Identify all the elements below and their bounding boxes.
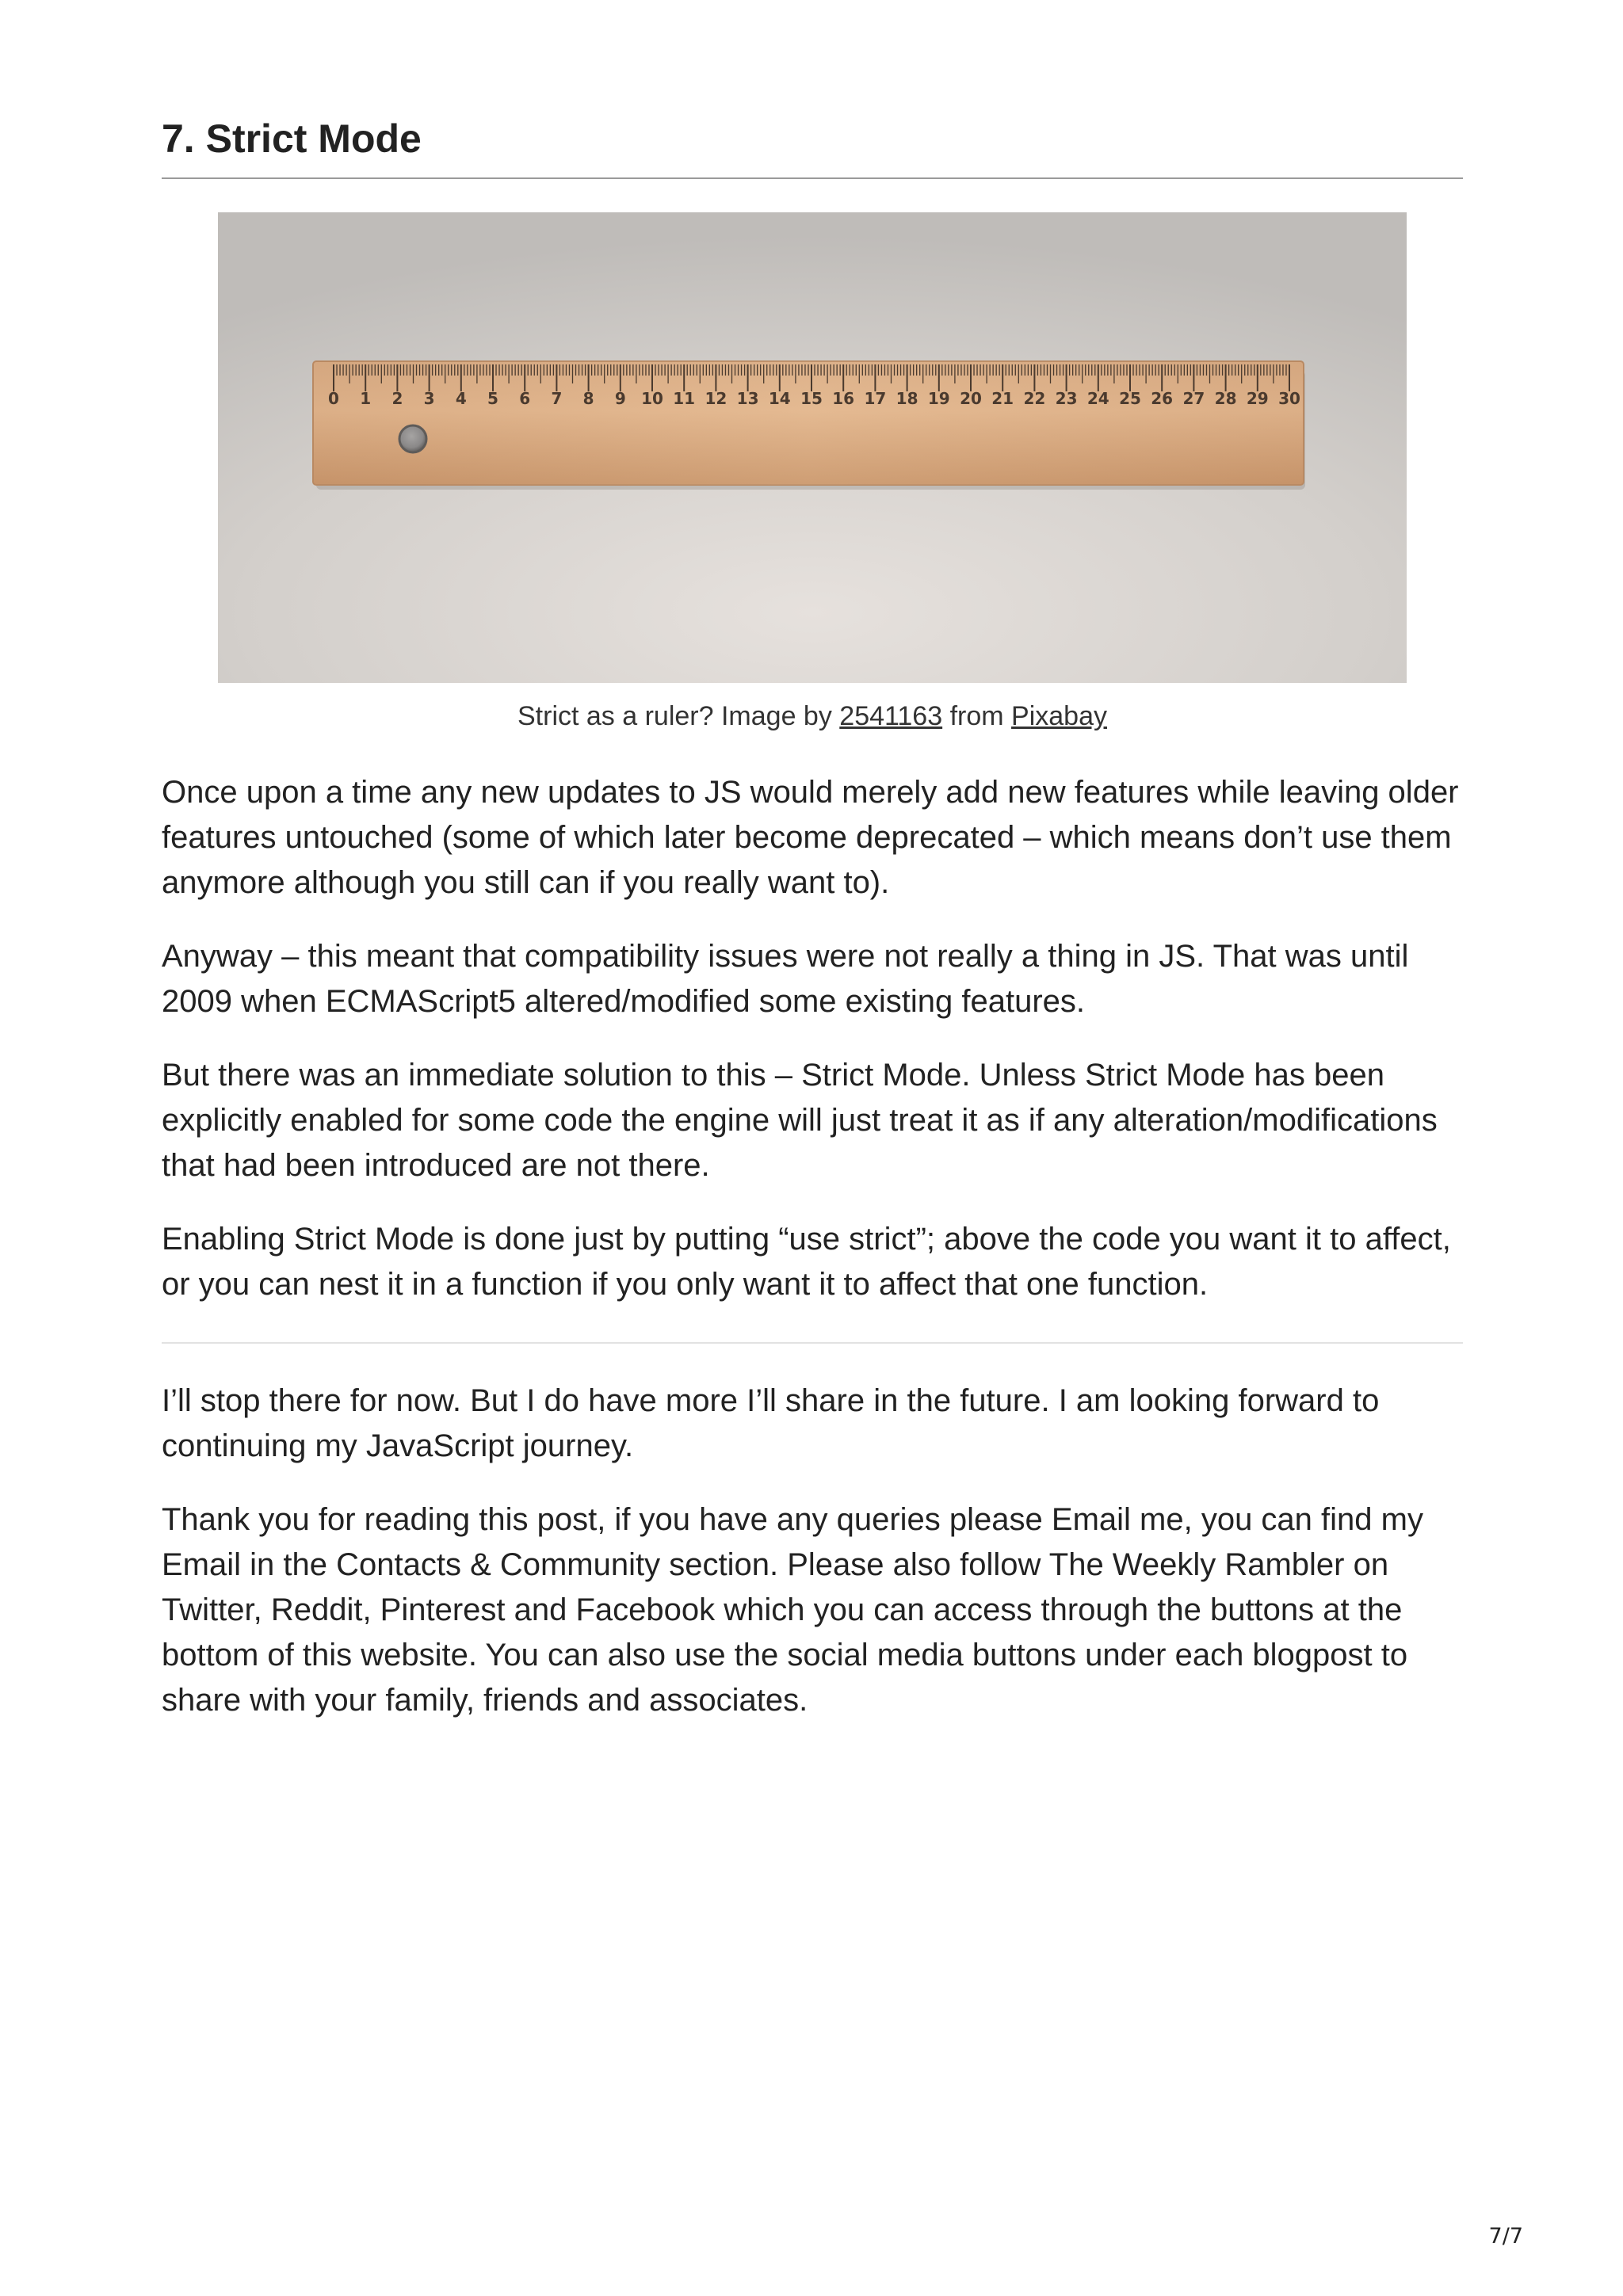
article-content — [162, 111, 1463, 1723]
ruler-number-label: 2 — [391, 389, 403, 408]
ruler-number-label: 14 — [768, 389, 791, 408]
page-number: 7/7 — [1488, 2224, 1523, 2248]
ruler-number-label: 20 — [960, 389, 982, 408]
section-heading: 7. Strict Mode — [162, 111, 1463, 179]
figure-caption — [162, 697, 1463, 735]
ruler-number-label: 21 — [991, 389, 1014, 408]
ruler-number-label: 5 — [487, 389, 498, 408]
caption-prefix: Strict as a ruler? Image by — [517, 701, 840, 731]
ruler-number-label: 12 — [705, 389, 727, 408]
ruler-number-label: 27 — [1182, 389, 1205, 408]
ruler-number-label: 22 — [1023, 389, 1046, 408]
ruler-number-label: 18 — [896, 389, 918, 408]
ruler-number-label: 15 — [800, 389, 823, 408]
caption-middle: from — [942, 701, 1012, 731]
ruler-number-label: 17 — [864, 389, 887, 408]
caption-source-link[interactable]: Pixabay — [1011, 701, 1107, 731]
ruler-number-label: 7 — [551, 389, 563, 408]
paragraph-solution: But there was an immediate solution to this – Strict Mode. Unless Strict Mode has been explicitly enabled for some code the engine will just treat it as if any alteration/modifications that had been introduced are not there. — [162, 1058, 1438, 1183]
ruler-number-label: 16 — [832, 389, 855, 408]
ruler-number-label: 11 — [673, 389, 696, 408]
paragraph-compatibility: Anyway – this meant that compatibility issues were not really a thing in JS. That was until 2009 when ECMAScript5 altered/modified some existing features. — [162, 939, 1409, 1019]
ruler-number-label: 28 — [1214, 389, 1237, 408]
ruler-number-label: 24 — [1086, 389, 1109, 408]
ruler-hole — [399, 425, 426, 452]
ruler-number-label: 30 — [1278, 389, 1300, 408]
ruler-number-label: 23 — [1055, 389, 1078, 408]
ruler-number-label: 25 — [1119, 389, 1141, 408]
horizontal-divider — [162, 1342, 1463, 1344]
ruler-number-label: 10 — [641, 389, 663, 408]
ruler-number-label: 13 — [736, 389, 759, 408]
paragraph-updates: Once upon a time any new updates to JS would merely add new features while leaving older features untouched (some of which later become deprecated – which means don’t use them anymore although you still can if you really want to). — [162, 775, 1459, 900]
ruler-number-label: 4 — [455, 389, 467, 408]
ruler-number-label: 9 — [614, 389, 626, 408]
ruler-number-label: 6 — [519, 389, 531, 408]
ruler-number-label: 19 — [927, 389, 950, 408]
ruler-number-label: 8 — [582, 389, 594, 408]
paragraph-closing: I’ll stop there for now. But I do have more I’ll share in the future. I am looking forward to continuing my JavaScript journey. — [162, 1383, 1380, 1463]
ruler-photo — [218, 212, 1407, 683]
ruler-number-label: 3 — [423, 389, 435, 408]
paragraph-thanks: Thank you for reading this post, if you have any queries please Email me, you can find my Email in the Contacts & Community section. Please also follow The Weekly Rambler on Twitter, Reddit, Pinterest and Facebook which you can access through the buttons at the bottom of this website. You can also use the social media buttons under each blogpost to share with your family, friends and associates. — [162, 1502, 1423, 1718]
caption-author-link[interactable]: 2541163 — [839, 701, 943, 731]
paragraph-enabling: Enabling Strict Mode is done just by putting “use strict”; above the code you want it to affect, or you can nest it in a function if you only want it to affect that one function. — [162, 1222, 1451, 1302]
ruler-number-label: 26 — [1151, 389, 1174, 408]
ruler-figure — [162, 212, 1463, 735]
ruler-number-label: 29 — [1246, 389, 1269, 408]
ruler-number-label: 0 — [328, 389, 339, 408]
ruler-number-label: 1 — [360, 389, 372, 408]
